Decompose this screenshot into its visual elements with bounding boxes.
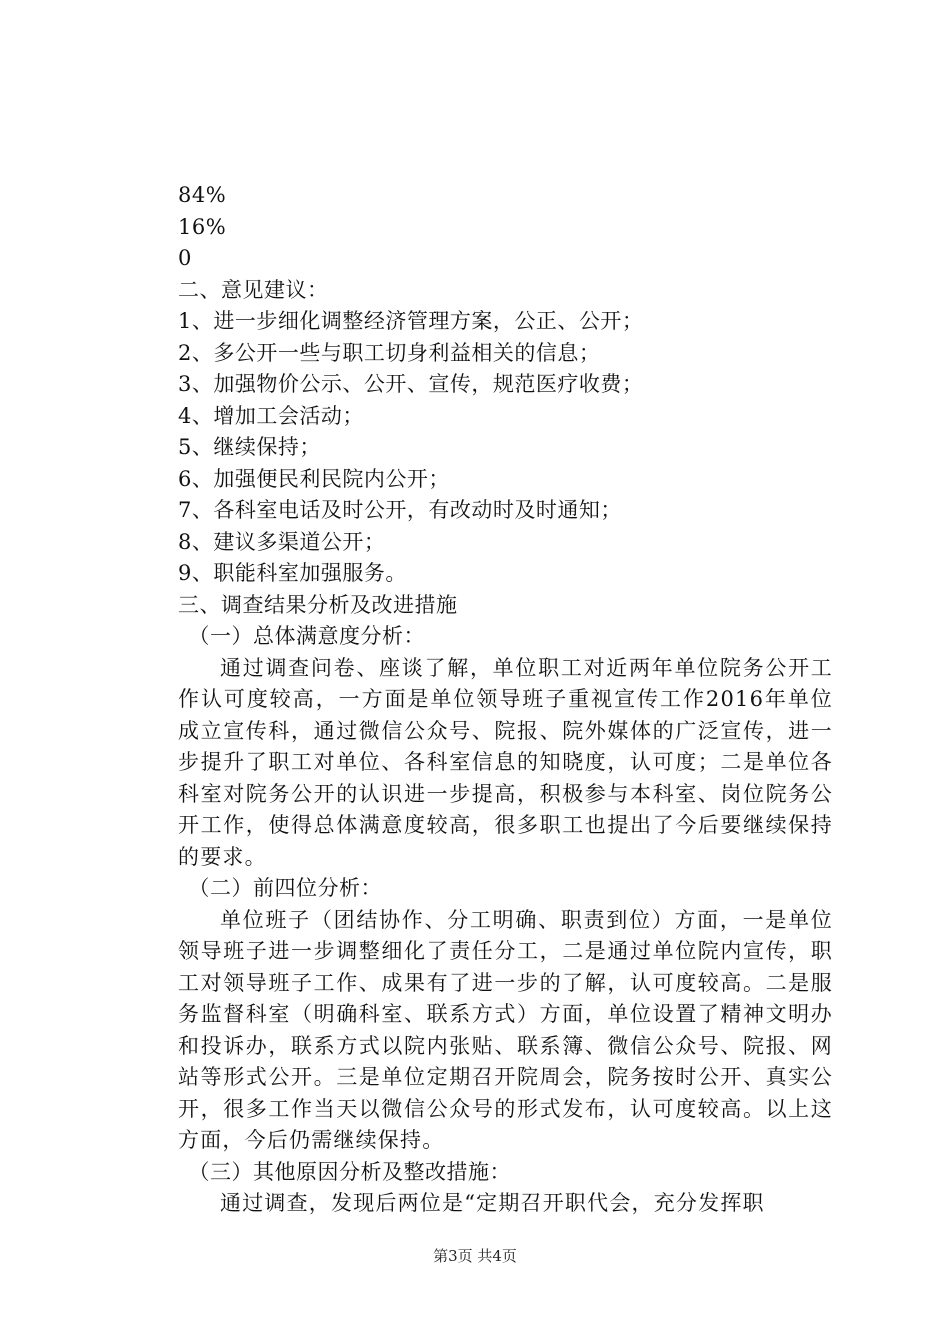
suggestion-item-3: 3、加强物价公示、公开、宣传，规范医疗收费；	[178, 372, 644, 396]
suggestion-item-4: 4、增加工会活动；	[178, 403, 364, 428]
suggestion-item-9: 9、职能科室加强服务。	[178, 561, 407, 585]
subsection-1-heading: （一）总体满意度分析：	[188, 624, 425, 648]
page-footer: 第3页 共4页	[433, 1247, 517, 1265]
subsection-1-paragraph: 通过调查问卷、座谈了解，单位职工对近两年单位院务公开工作认可度较高，一方面是单位领导班子重视宣传工作2016年单位成立宣传科，通过微信公众号、院报、院外媒体的广泛宣传，进一步提升了职工对单位、各科室信息的知晓度，认可度；二是单位各科室对院务公开的认识进一步提高，积极参与本科室、岗位院务公开工作，使得总体满意度较高，很多职工也提出了今后要继续保持的要求。	[178, 655, 833, 869]
document-body	[178, 180, 833, 1220]
suggestion-item-8: 8、建议多渠道公开；	[178, 529, 386, 554]
percent-line-1: 84%	[178, 183, 227, 207]
suggestion-item-2: 2、多公开一些与职工切身利益相关的信息；	[178, 340, 601, 365]
subsection-3-heading: （三）其他原因分析及整改措施：	[188, 1159, 511, 1184]
percent-line-3: 0	[178, 246, 192, 270]
percent-line-2: 16%	[178, 214, 227, 239]
suggestion-item-7: 7、各科室电话及时公开，有改动时及时通知；	[178, 498, 622, 522]
subsection-2-paragraph: 单位班子（团结协作、分工明确、职责到位）方面，一是单位领导班子进一步调整细化了责任分工，二是通过单位院内宣传，职工对领导班子工作、成果有了进一步的了解，认可度较高。二是服务监督科室（明确科室、联系方式）方面，单位设置了精神文明办和投诉办，联系方式以院内张贴、联系簿、微信公众号、院报、网站等形式公开。三是单位定期召开院周会，院务按时公开、真实公开，很多工作当天以微信公众号的形式发布，认可度较高。以上这方面，今后仍需继续保持。	[178, 907, 833, 1152]
section2-heading: 二、意见建议：	[178, 277, 329, 302]
subsection-3-paragraph: 通过调查，发现后两位是“定期召开职代会，充分发挥职	[220, 1191, 765, 1215]
suggestion-item-5: 5、继续保持；	[178, 435, 321, 459]
suggestion-item-1: 1、进一步细化调整经济管理方案，公正、公开；	[178, 309, 644, 333]
section3-heading: 三、调查结果分析及改进措施	[178, 592, 458, 617]
subsection-2-heading: （二）前四位分析：	[188, 876, 382, 900]
suggestion-item-6: 6、加强便民利民院内公开；	[178, 466, 450, 491]
